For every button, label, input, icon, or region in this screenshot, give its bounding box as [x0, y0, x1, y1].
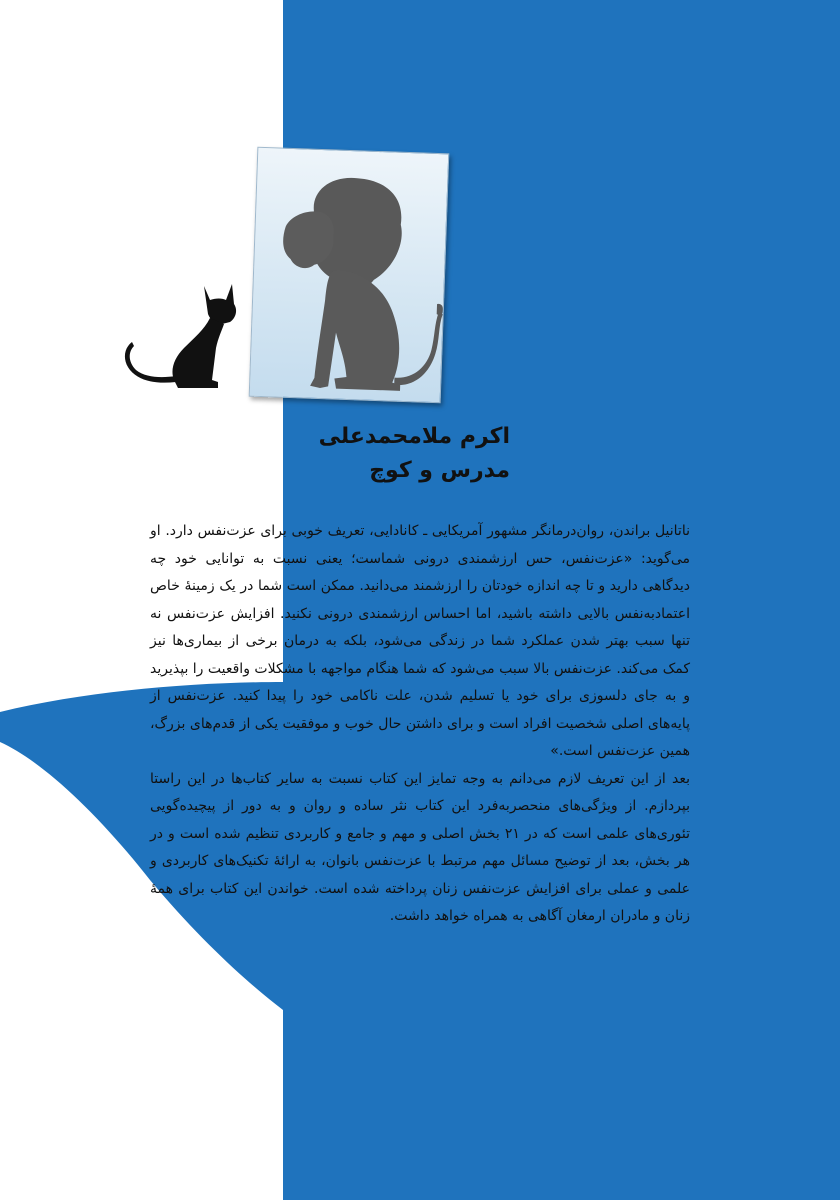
lion-picture-card [249, 147, 450, 404]
lion-silhouette-icon [250, 148, 449, 402]
body-text [150, 518, 690, 931]
cat-silhouette-icon [118, 278, 248, 393]
author-role: مدرس و کوچ [369, 458, 510, 483]
paragraph-book-description: بعد از این تعریف لازم می‌دانم به وجه تمایز این کتاب نسبت به سایر کتاب‌ها در این راستا بپردازم. از ویژگی‌های منحصربه‌فرد این کتاب نثر ساده و روان و به دور از پیچیده‌گویی تئوری‌های علمی است که در ۲۱ بخش اصلی و مهم و جامع و کاربردی تنظیم شده است و در هر بخش، بعد از توضیح مسائل مهم مرتبط با عزت‌نفس بانوان، به ارائهٔ تکنیک‌های کاربردی و علمی و عملی برای افزایش عزت‌نفس زنان پرداخته شده است. خواندن این کتاب برای همهٔ زنان و مادران ارمغان آگاهی به همراه خواهد داشت. [150, 770, 690, 924]
paragraph-definition: ناتانیل براندن، روان‌درمانگر مشهور آمریکایی ـ کانادایی، تعریف خوبی برای عزت‌نفس دارد. او می‌گوید: «عزت‌نفس، حس ارزشمندی درونی شماست؛ یعنی نسبت به توانایی خود چه دیدگاهی دارید و تا چه اندازه خودتان را ارزشمند می‌دانید. ممکن است شما در یک زمینهٔ خاص اعتمادبه‌نفس بالایی داشته باشید، اما احساس ارزشمندی درونی نکنید. افزایش عزت‌نفس نه تنها سبب بهتر شدن عملکرد شما در زندگی می‌شود، بلکه به درمان برخی از بیماری‌ها نیز کمک می‌کند. عزت‌نفس بالا سبب می‌شود که شما هنگام مواجهه با مشکلات واقعیت را بپذیرید و به جای دلسوزی برای خود یا تسلیم شدن، علت ناکامی خود را پیدا کنید. عزت‌نفس از پایه‌های اصلی شخصیت افراد است و برای داشتن حال خوب و موفقیت یکی از قدم‌های بزرگ، همین عزت‌نفس است.» [150, 523, 690, 759]
author-block [210, 420, 510, 488]
author-name: اکرم ملامحمدعلی [318, 424, 510, 449]
